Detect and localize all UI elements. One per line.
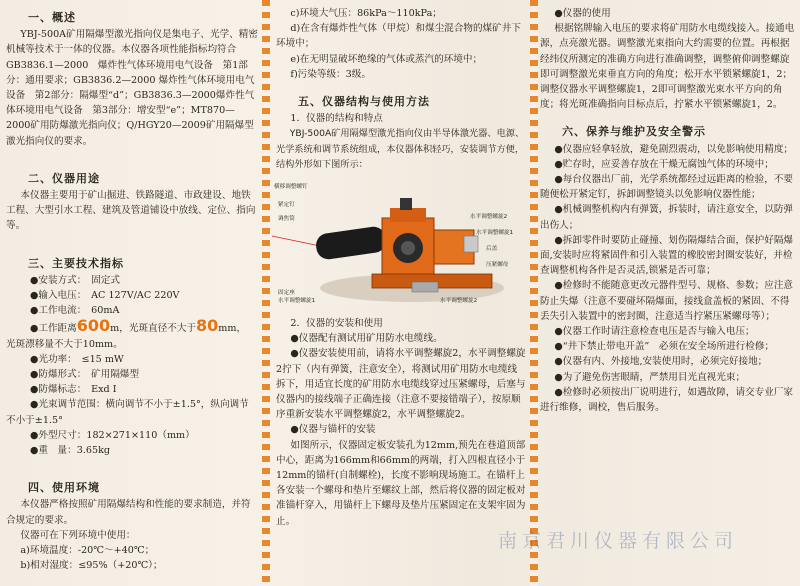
- section-title-usage: 二、仪器用途: [28, 171, 100, 185]
- spec-current: ●工作电流： 60mA: [30, 305, 120, 317]
- spec-weight: ●重 量：3.65kg: [30, 445, 111, 457]
- label-focus-tube: 调焦筒: [278, 216, 295, 223]
- env-pressure: c)环境大气压：86kPa～110kPa；: [290, 8, 442, 19]
- device-diagram: [272, 178, 524, 310]
- install-cable-note: ●仪器配有测试用矿用防水电缆线。: [290, 333, 443, 345]
- structure-subtitle: 1．仪器的结构和特点: [290, 113, 383, 125]
- maintenance-item: ●为了避免伤害眼睛，严禁用目光直视光束；: [554, 371, 746, 383]
- spec-drift: 光斑漂移量不大于10mm。: [6, 338, 123, 350]
- spec-installation: ●安装方式： 固定式: [30, 274, 120, 286]
- spec-power: ●光功率： ≤15 mW: [30, 353, 124, 365]
- env-humidity: b)相对湿度：≤95%（+20℃）；: [20, 560, 163, 572]
- laser-device-illustration: [272, 178, 524, 310]
- usage-text: 本仪器主要用于矿山掘进、铁路隧道、市政建设、地铁工程、大型引水工程、建筑及管道铺设中放线、定位、指向等。: [6, 190, 256, 232]
- column-middle: [276, 6, 526, 529]
- label-horizontal-screw-1: 水平调整螺旋1: [476, 230, 514, 237]
- company-watermark: 南京君川仪器有限公司: [498, 530, 739, 552]
- maintenance-item: ●每台仪器出厂前，光学系统都经过远距离的检验，不要随便松开紧定钉，拆卸调整镜头以免影响仪器性能；: [540, 174, 794, 201]
- column-right: [540, 6, 795, 415]
- spot-diameter-number: 80: [196, 316, 219, 336]
- fold-line-right: [530, 0, 538, 586]
- maintenance-item: ●机械调整机构内有弹簧，拆装时，请注意安全，以防弹出伤人；: [540, 204, 794, 231]
- maintenance-item: ●仪器应轻拿轻放，避免剧烈震动，以免影响使用精度；: [554, 143, 794, 155]
- overview-text: YBJ-500A矿用隔爆型激光指向仪是集电子、光学、精密机械等技术于一体的仪器。本仪器各项性能指标均符合GB3836.1—2000 爆炸性气体环境用电气设备 第1部分：通用要求；GB3836.2—2000 爆炸性气体环境用电气设备 第2部分：隔爆型“d”；GB3836.3—2000爆炸性气体环境用电气设备 第3部分：增安型“e”；MT870—2000矿用防爆激光指向仪；Q/HGY20—2009矿用隔爆型激光指向仪的要求。: [6, 29, 258, 147]
- range-number: 600: [76, 316, 111, 336]
- env-temperature: a)环境温度：-20℃～+40℃；: [20, 545, 155, 557]
- section-title-environment: 四、使用环境: [28, 481, 100, 495]
- maintenance-item: ●贮存时，应妥善存放在干燥无腐蚀气体的环境中；: [554, 158, 774, 170]
- maintenance-item: ●检修时必须按出厂说明进行，如遇故障，请交专业厂家进行维修，调校，售后服务。: [540, 386, 794, 414]
- operation-text: 根据铭牌输入电压的要求将矿用防水电缆线接入。接通电源，点亮激光器。调整激光束指向大约需要的位置。再根据经纬仪所测定的准确方向进行准确调整，调整俯仰调整螺旋即可调整激光束垂直方向的角度；松开水平锁紧螺旋1，2；调整仪器水平调整螺旋1，2即可调整激光束水平方向的角度；将光斑准确指向目标点后，拧紧水平锁紧螺旋1，2。: [540, 23, 795, 111]
- label-mount-base: 固定座: [278, 290, 295, 297]
- environment-text: 本仪器严格按照矿用隔爆结构和性能的要求制造，并符合规定的要求。: [6, 499, 251, 526]
- env-pollution: f)污染等级：3级。: [290, 68, 371, 80]
- maintenance-item: ●仪器有内、外接地,安装使用时，必须完好接地；: [554, 356, 768, 368]
- maintenance-item: ●仪器工作时请注意检查电压是否与输入电压；: [554, 326, 755, 338]
- maintenance-item: ●拆卸零件时要防止碰撞、划伤隔爆结合面，保护好隔爆面,安装时应将紧固件和引入装置的橡胶密封圈安装好，并检查调整机构各件是否灵活,锁紧是否可靠；: [540, 234, 794, 277]
- section-title-maintenance: 六、保养与维护及安全警示: [562, 125, 706, 139]
- install-instructions: ●仪器安装使用前，请将水平调整螺旋2，水平调整螺旋2拧下（内有弹簧，注意安全），将测试用矿用防水电缆线拆下，用适宜长度的矿用防水电缆线穿过压紧螺母，后塞与仪器内的接线端子正确连接（注意不要接错端子），按原顺序重新安装水平调整螺旋2，水平调整螺旋2。: [276, 348, 526, 421]
- env-vapor: e)在无明显破坏绝缘的气体或蒸汽的环境中；: [290, 53, 483, 65]
- label-lateral-screw: 横移调整螺钉: [274, 184, 308, 191]
- label-bottom-screw-2: 水平调整螺旋2: [440, 298, 478, 305]
- spec-size: ●外型尺寸：182×271×110（mm）: [30, 429, 195, 441]
- label-set-pin: 紧定钉: [278, 202, 295, 209]
- anchor-instructions: 如图所示，仪器固定板安装孔为12mm,预先在巷道顶部中心，距离为166mm和66mm的两端，打入四根直径小于12mm的锚杆(自制螺栓)，长度不影响现场施工。在锚杆上各安装一个螺母和垫片至螺纹上部，然后将仪器的固定板对准锚杆穿入，用锚杆上下螺母及垫片压紧固定在支架牢固为止。: [276, 439, 526, 527]
- maintenance-item: ●“井下禁止带电开盖” 必须在安全场所进行检修；: [554, 341, 775, 353]
- section-title-structure: 五、仪器结构与使用方法: [298, 95, 430, 109]
- section-title-specs: 三、主要技术指标: [28, 256, 124, 270]
- maintenance-item: ●检修时不能随意更改元器件型号、规格、参数；应注意防止失爆（注意不要碰坏隔爆面，接线盒盖板的紧固、不得丢失引入装置中的密封圈，注意适当拧紧压紧螺母等）；: [540, 280, 794, 322]
- spec-range-mid: m，光斑直径不大于: [110, 323, 197, 335]
- operation-subtitle: ●仪器的使用: [554, 8, 611, 19]
- env-gas: d)在含有爆炸性气体（甲烷）和煤尘混合物的煤矿井下环境中；: [276, 23, 521, 50]
- label-horizontal-screw-2: 水平调整螺旋2: [470, 214, 508, 221]
- install-subtitle: 2．仪器的安装和使用: [290, 318, 383, 330]
- label-back-cover: 后盖: [486, 246, 498, 253]
- spec-type: ●防爆形式： 矿用隔爆型: [30, 369, 140, 381]
- spec-adjust: ●光束调节范围：横向调节不小于±1.5°，纵向调节不小于±1.5°: [6, 399, 249, 426]
- fold-line-left: [262, 0, 270, 586]
- label-bottom-screw-1: 水平调整螺旋1: [278, 298, 316, 305]
- environment-subtitle: 仪器可在下列环境中使用：: [20, 529, 136, 541]
- section-title-overview: 一、概述: [28, 11, 76, 24]
- structure-text: YBJ-500A矿用隔爆型激光指向仪由半导体激光器、电源、光学系统和调节系统组成，本仪器体积轻巧，安装调节方便，结构外形如下图所示：: [276, 128, 525, 170]
- spec-mark: ●防爆标志： Exd I: [30, 384, 117, 396]
- label-compression-nut: 压紧螺母: [486, 262, 509, 269]
- anchor-subtitle: ●仪器与锚杆的安装: [290, 424, 376, 436]
- spec-voltage: ●输入电压： AC 127V/AC 220V: [30, 290, 180, 302]
- spec-range: [30, 318, 258, 336]
- column-left: [6, 6, 258, 574]
- spec-range-label: ●工作距离: [30, 323, 77, 335]
- spec-range-unit: mm，: [218, 323, 247, 335]
